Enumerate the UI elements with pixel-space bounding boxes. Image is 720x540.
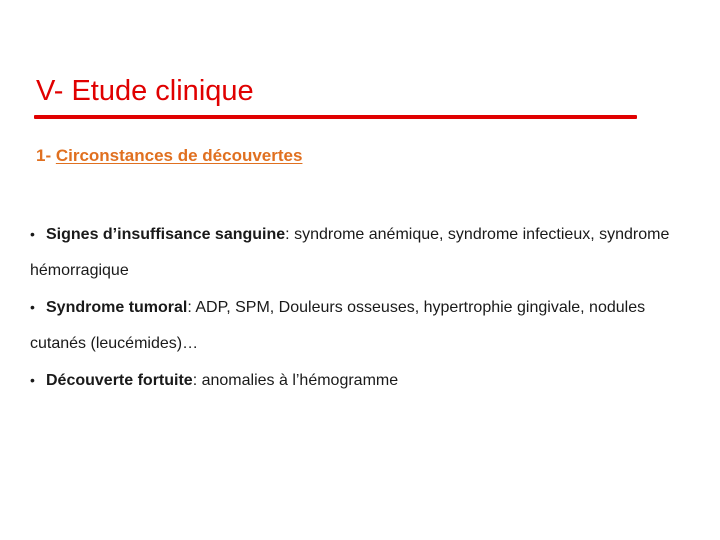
list-item-term: Syndrome tumoral bbox=[46, 299, 188, 316]
list-item-text: : ADP, SPM, Douleurs osseuses, hypertrophie gingivale, nodules cutanés (leucémides)… bbox=[30, 299, 646, 352]
section-number: 1- bbox=[36, 146, 56, 165]
bullet-icon: • bbox=[30, 299, 35, 315]
bullet-list bbox=[30, 216, 670, 399]
list-item-term: Signes d’insuffisance sanguine bbox=[46, 226, 286, 243]
slide-title: V- Etude clinique bbox=[36, 75, 254, 107]
bullet-icon: • bbox=[30, 372, 35, 388]
list-item bbox=[30, 216, 670, 289]
list-item-term: Découverte fortuite bbox=[46, 372, 193, 389]
list-item-text: : syndrome anémique, syndrome infectieux, syndrome hémorragique bbox=[30, 226, 670, 279]
section-heading-text: Circonstances de découvertes bbox=[55, 146, 303, 165]
title-underline-rule bbox=[34, 115, 637, 119]
list-item bbox=[30, 362, 670, 399]
list-item bbox=[30, 289, 670, 362]
section-heading bbox=[36, 144, 302, 168]
bullet-icon: • bbox=[30, 226, 35, 242]
list-item-text: : anomalies à l’hémogramme bbox=[192, 372, 399, 389]
